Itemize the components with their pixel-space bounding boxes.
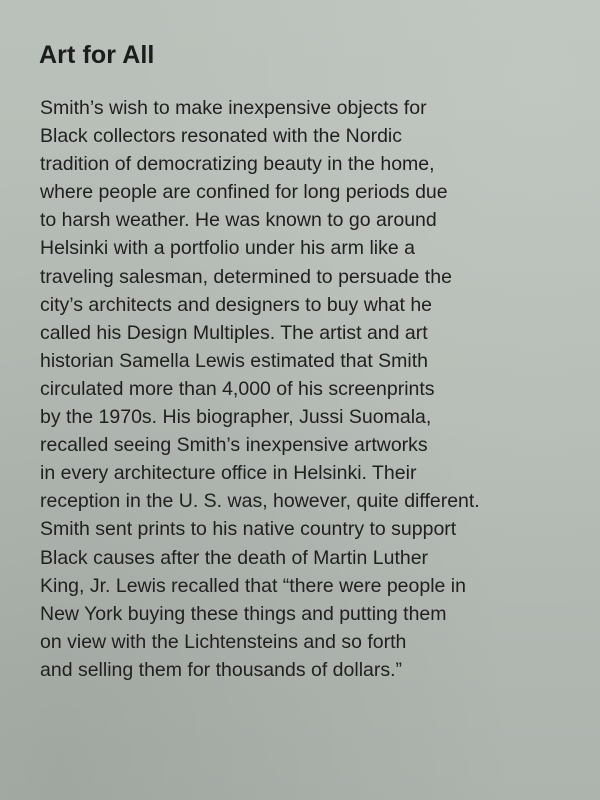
body-line: in every architecture office in Helsinki. Their: [40, 462, 417, 485]
body-line: Smith’s wish to make inexpensive objects for: [40, 97, 427, 119]
body-line: Helsinki with a portfolio under his arm like a: [40, 237, 415, 260]
placard-body: [40, 94, 580, 684]
body-line: circulated more than 4,000 of his screenprints: [40, 377, 435, 400]
body-line: traveling salesman, determined to persuade the: [40, 265, 452, 288]
body-line: Black collectors resonated with the Nordic: [40, 125, 402, 148]
body-line: King, Jr. Lewis recalled that “there were people in: [40, 574, 466, 597]
body-line: and selling them for thousands of dollars.”: [40, 658, 403, 681]
body-line: Smith sent prints to his native country to support: [40, 518, 457, 541]
body-line: tradition of democratizing beauty in the home,: [40, 153, 435, 176]
body-line: where people are confined for long periods due: [40, 181, 448, 204]
body-line: New York buying these things and putting them: [40, 602, 447, 625]
placard-title: Art for All: [39, 41, 155, 69]
body-line: city’s architects and designers to buy what he: [40, 293, 433, 316]
body-line: to harsh weather. He was known to go around: [40, 209, 437, 232]
body-line: on view with the Lichtensteins and so forth: [40, 630, 407, 653]
body-line: called his Design Multiples. The artist and art: [40, 321, 428, 344]
body-line: reception in the U. S. was, however, quite different.: [40, 490, 480, 513]
body-line: historian Samella Lewis estimated that Smith: [40, 349, 429, 372]
body-line: Black causes after the death of Martin Luther: [40, 546, 429, 569]
body-line: recalled seeing Smith’s inexpensive artworks: [40, 434, 428, 457]
body-line: by the 1970s. His biographer, Jussi Suomala,: [40, 406, 432, 429]
